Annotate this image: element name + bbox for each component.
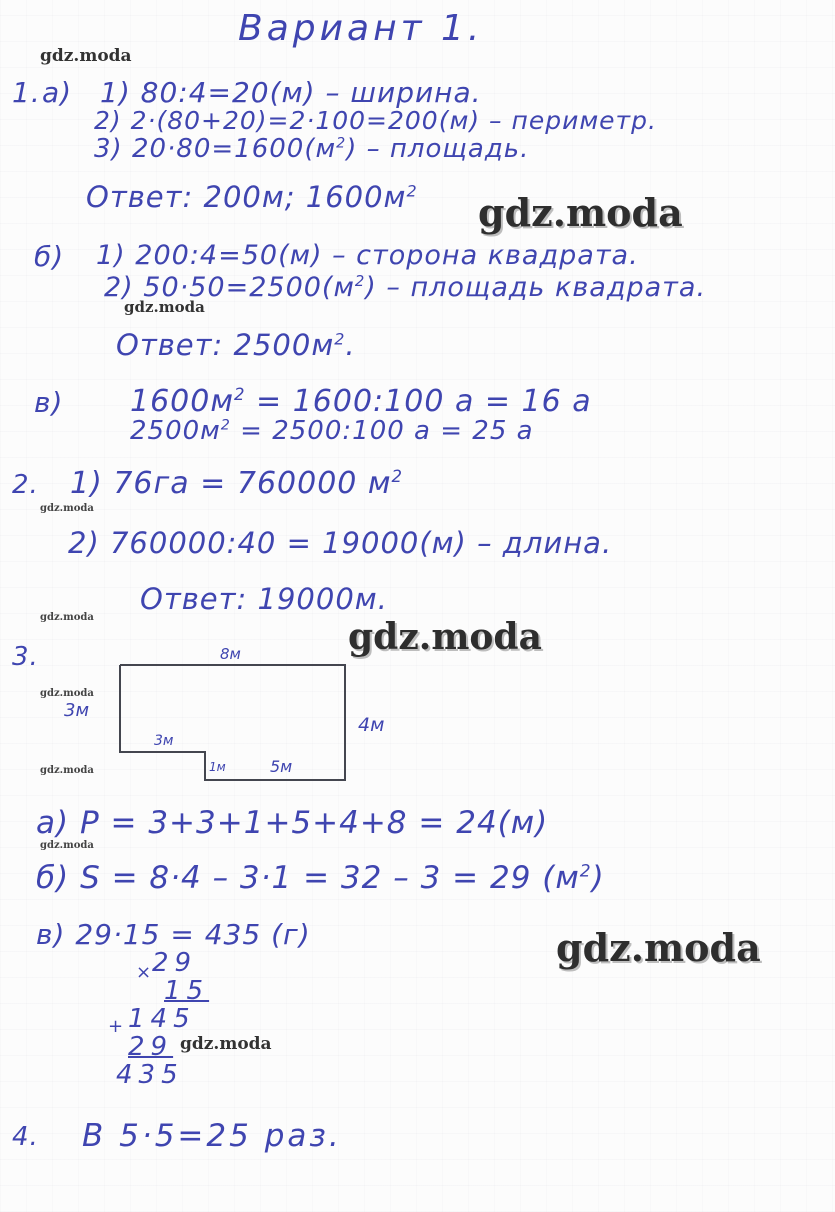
task3-number: 3.	[12, 642, 39, 672]
watermark: gdz.moda	[40, 840, 94, 851]
task1b-label: б)	[34, 240, 65, 273]
figure-outline	[120, 665, 345, 780]
task1v-line2: $2500м^2$ = 2500:100 а = 25 а	[130, 416, 534, 446]
task1a-label: а)	[42, 76, 73, 109]
task1v-label: в)	[34, 386, 64, 419]
task1-number: 1.	[12, 76, 41, 109]
watermark: gdz.moda	[556, 925, 761, 970]
watermark: gdz.moda	[40, 46, 132, 66]
watermark: gdz.moda	[40, 688, 94, 699]
calc-plus-sign: +	[108, 1016, 125, 1037]
task1b-line2: 2) $50\cdot 50=2500(м^2)$ – площадь квадрата.	[104, 272, 707, 303]
task1a-line2: 2) 2·(80+20)=2·100=200(м) – периметр.	[94, 106, 657, 135]
watermark: gdz.moda	[40, 612, 94, 623]
figure-label-left: 3м	[64, 700, 90, 721]
task2-number: 2.	[12, 470, 39, 500]
calc-row3: 145	[128, 1004, 196, 1034]
calc-row4: 29	[128, 1032, 174, 1062]
figure-label-step: 1м	[209, 760, 226, 774]
figure-label-top: 8м	[220, 645, 241, 663]
page-title: Вариант 1.	[238, 8, 484, 49]
watermark: gdz.moda	[124, 298, 205, 316]
watermark: gdz.moda	[180, 1034, 272, 1054]
watermark: gdz.moda	[478, 190, 683, 235]
task3v: в) 29·15 = 435 (г)	[36, 918, 311, 951]
task1b-line1: 1) 200:4=50(м) – сторона квадрата.	[96, 240, 639, 271]
calc-row5: 435	[116, 1060, 184, 1090]
figure-label-right: 4м	[358, 714, 385, 736]
task1a-line1: 1) 80:4=20(м) – ширина.	[100, 76, 482, 109]
watermark: gdz.moda	[40, 765, 94, 776]
task1a-line3: 3) $20\cdot 80=1600(м^2)$ – площадь.	[94, 134, 530, 164]
task1v-line1: $1600м^2$ = 1600:100 а = 16 а	[130, 384, 592, 419]
figure-label-inner-top: 3м	[154, 733, 174, 749]
task2-answer: Ответ: 19000м.	[140, 582, 388, 616]
task2-line2: 2) 760000:40 = 19000(м) – длина.	[68, 526, 613, 560]
calc-times-sign: ×	[136, 962, 153, 983]
task1a-answer: Ответ: 200м; $1600м^2$	[86, 180, 418, 214]
calc-row1: 29	[152, 948, 198, 978]
task1b-answer: Ответ: $2500м^2$.	[116, 328, 356, 362]
task4-text: В 5·5=25 раз.	[82, 1118, 342, 1154]
task3b: б) S = 8·4 – 3·1 = 32 – 3 = 29 $(м^2)$	[36, 860, 605, 896]
task2-line1: 1) 76га = 760000 $м^2$	[70, 466, 404, 501]
watermark: gdz.moda	[348, 616, 542, 658]
watermark: gdz.moda	[40, 503, 94, 514]
task4-number: 4.	[12, 1122, 39, 1152]
task3a: а) P = 3+3+1+5+4+8 = 24(м)	[36, 805, 549, 841]
figure-label-bottom: 5м	[270, 757, 293, 776]
calc-row2: 15	[164, 976, 210, 1006]
